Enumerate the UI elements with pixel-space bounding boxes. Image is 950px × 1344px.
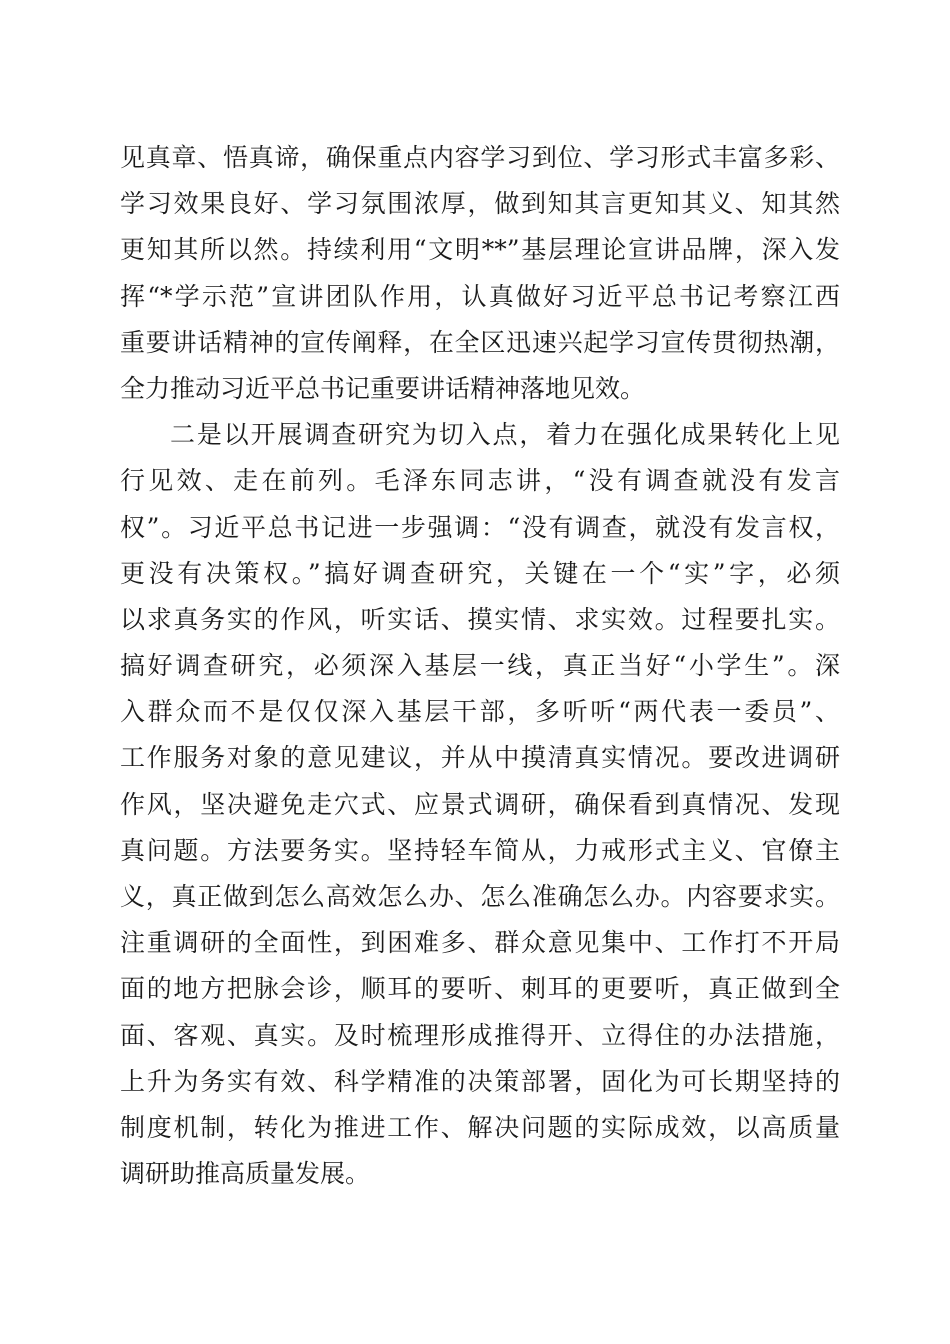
text-line: 挥“*学示范”宣讲团队作用，认真做好习近平总书记考察江西: [120, 281, 840, 311]
text-line: 调研助推高质量发展。: [120, 1159, 371, 1189]
text-line: 全力推动习近平总书记重要讲话精神落地见效。: [120, 373, 646, 403]
text-line: 作风，坚决避免走穴式、应景式调研，确保看到真情况、发现: [120, 789, 840, 819]
text-line: 制度机制，转化为推进工作、解决问题的实际成效，以高质量: [120, 1112, 840, 1142]
text-line: 义，真正做到怎么高效怎么办、怎么准确怎么办。内容要求实。: [120, 882, 840, 911]
text-line: 面的地方把脉会诊，顺耳的要听、刺耳的更要听，真正做到全: [120, 974, 840, 1004]
text-line: 工作服务对象的意见建议，并从中摸清真实情况。要改进调研: [120, 743, 840, 773]
text-line: 行见效、走在前列。毛泽东同志讲，“没有调查就没有发言: [120, 466, 840, 496]
text-line: 搞好调查研究，必须深入基层一线，真正当好“小学生”。深: [120, 651, 840, 681]
body-text: [120, 144, 840, 1206]
text-line: 更没有决策权。”搞好调查研究，关键在一个“实”字，必须: [120, 558, 840, 588]
text-line: 权”。习近平总书记进一步强调：“没有调查，就没有发言权，: [120, 512, 840, 542]
text-line: 见真章、悟真谛，确保重点内容学习到位、学习形式丰富多彩、: [120, 143, 840, 172]
text-line: 更知其所以然。持续利用“文明**”基层理论宣讲品牌，深入发: [120, 235, 840, 265]
text-line: 注重调研的全面性，到困难多、群众意见集中、工作打不开局: [120, 928, 840, 958]
text-line: 学习效果良好、学习氛围浓厚，做到知其言更知其义、知其然: [120, 189, 840, 219]
text-line: 面、客观、真实。及时梳理形成推得开、立得住的办法措施，: [120, 1020, 840, 1050]
text-line: 入群众而不是仅仅深入基层干部，多听听“两代表一委员”、: [120, 697, 840, 727]
text-line: 重要讲话精神的宣传阐释，在全区迅速兴起学习宣传贯彻热潮，: [120, 327, 840, 357]
text-line: 真问题。方法要务实。坚持轻车简从，力戒形式主义、官僚主: [120, 835, 840, 865]
text-line: 上升为务实有效、科学精准的决策部署，固化为可长期坚持的: [120, 1066, 840, 1096]
paragraph-first-line: 二是以开展调查研究为切入点，着力在强化成果转化上见: [170, 420, 840, 450]
text-line: 以求真务实的作风，听实话、摸实情、求实效。过程要扎实。: [120, 604, 840, 634]
